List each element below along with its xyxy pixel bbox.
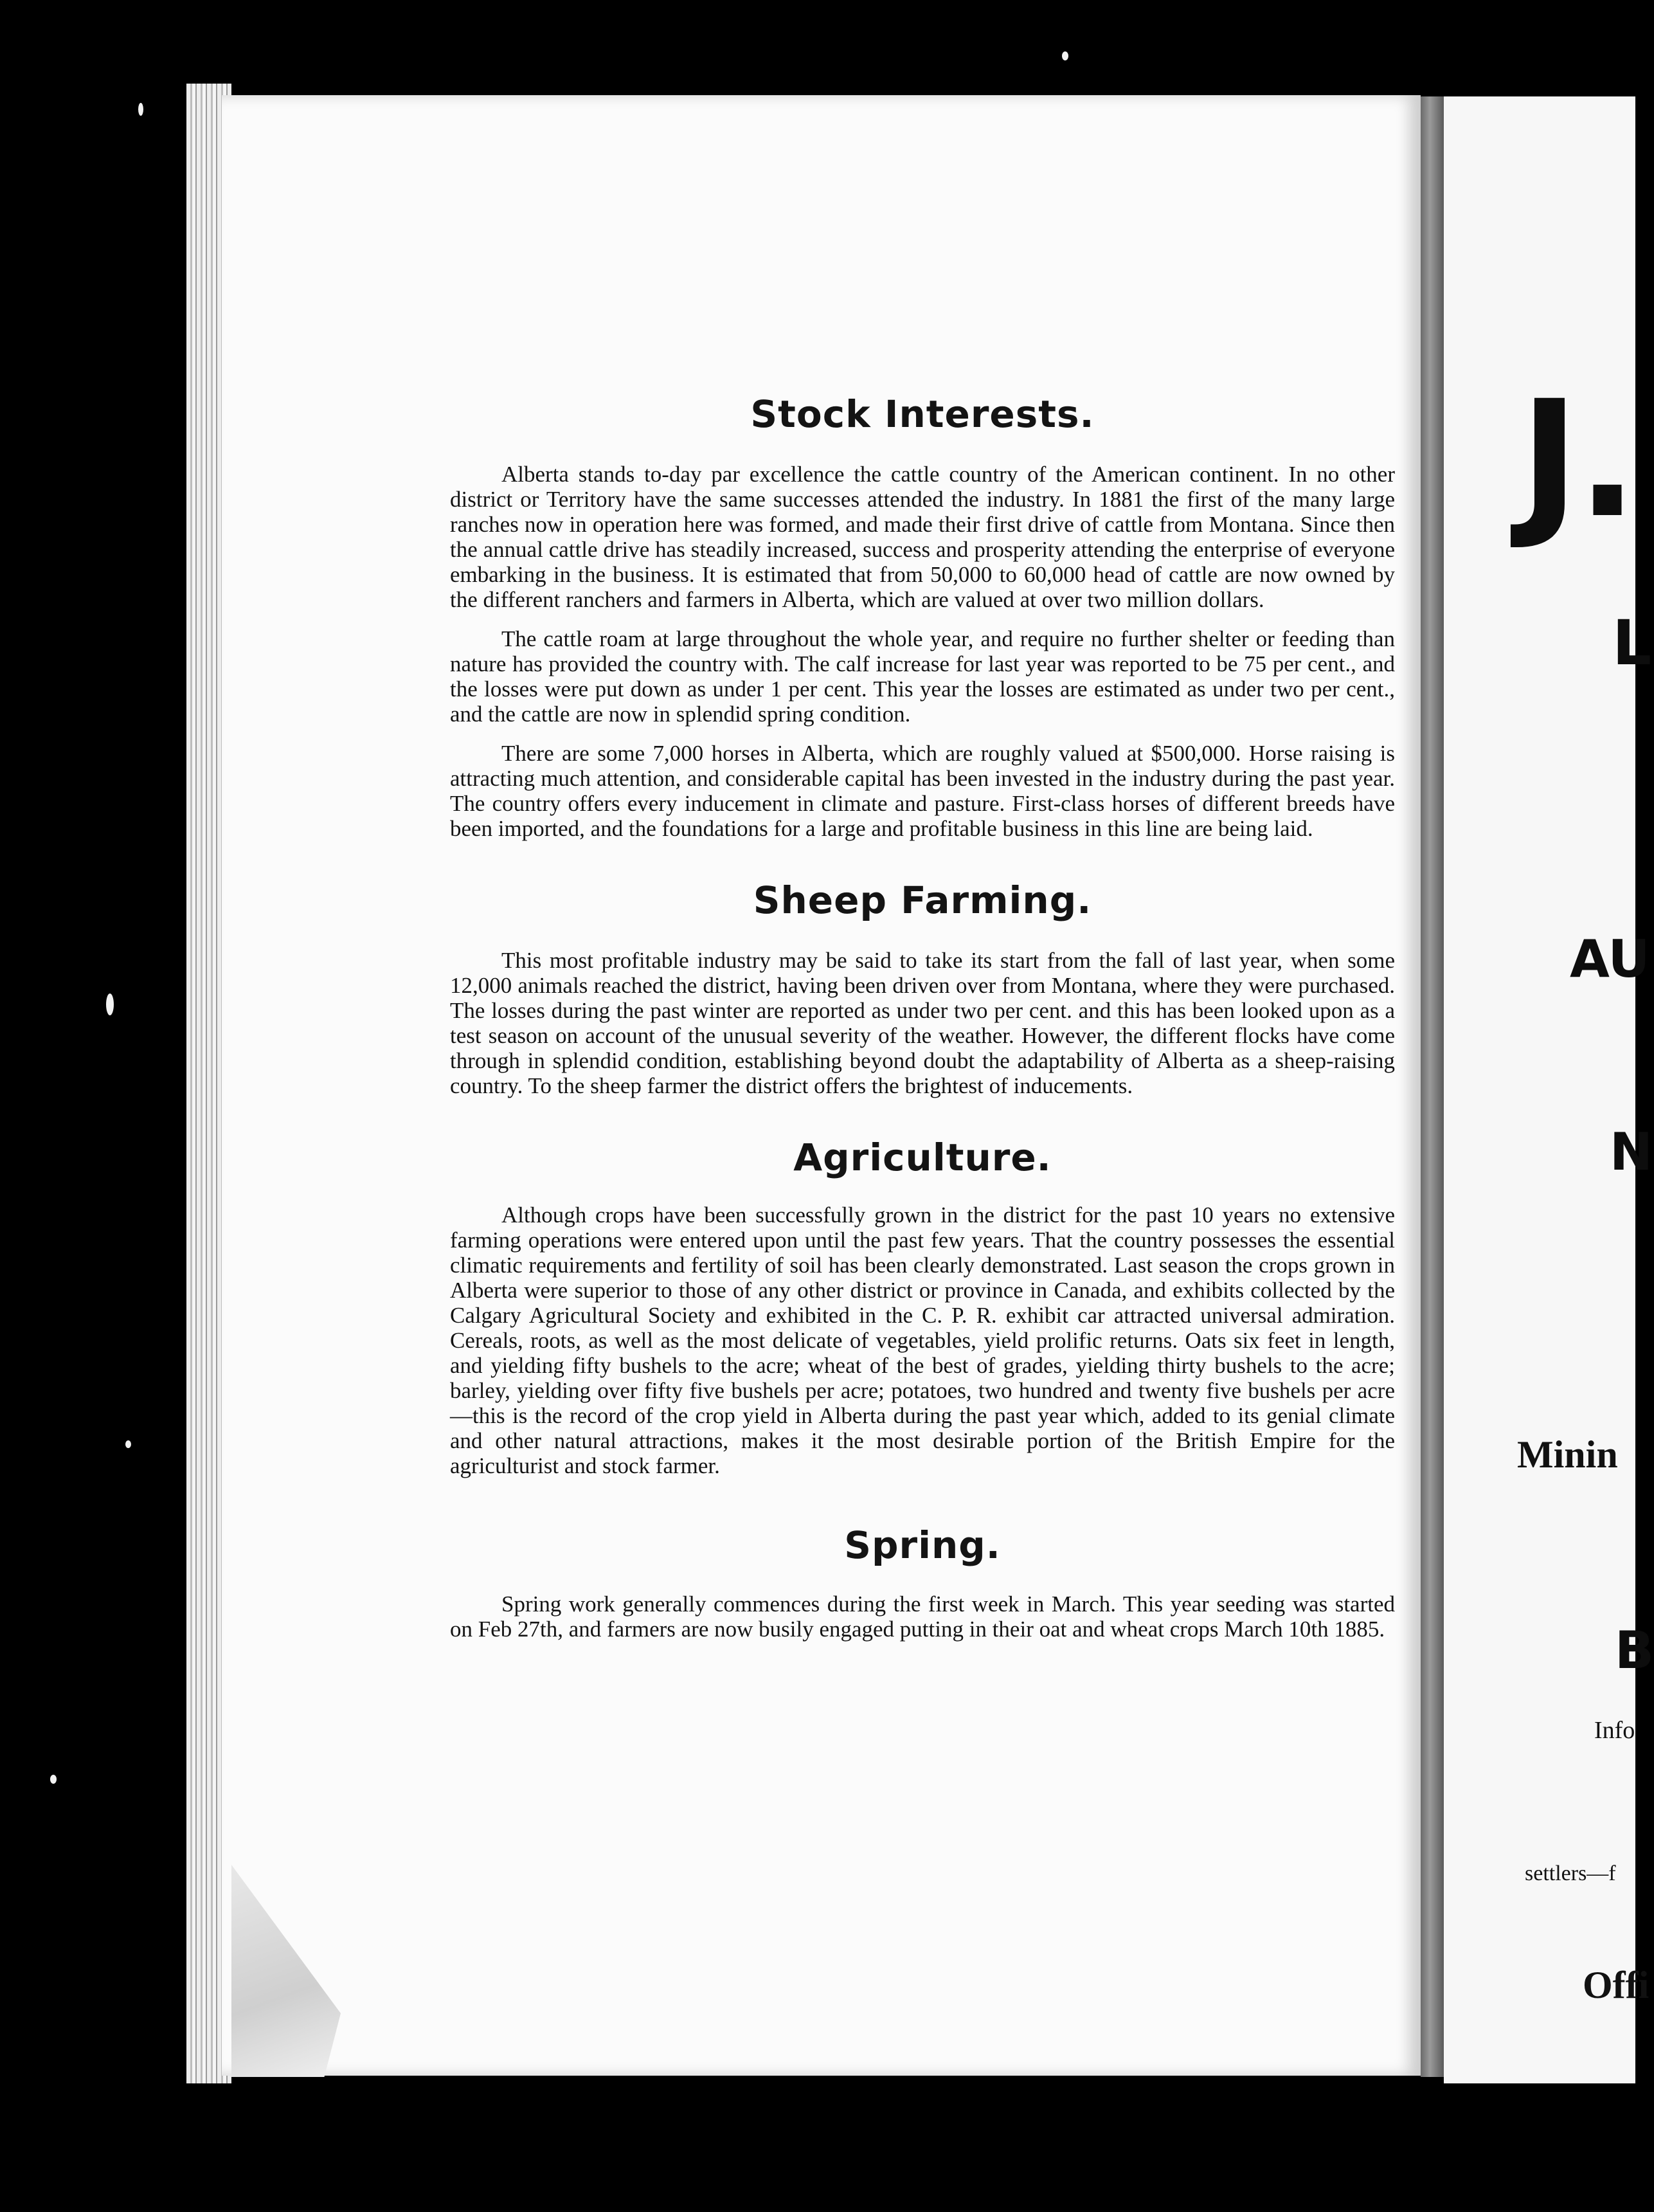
right-fragment-n: N: [1610, 1122, 1653, 1182]
section-title: Agriculture.: [793, 1136, 1052, 1179]
section-title: Sheep Farming.: [753, 878, 1092, 922]
dust-speck: [1062, 51, 1068, 60]
right-page: [1444, 96, 1654, 2083]
paragraph: Alberta stands to-day par excellence the cattle country of the American continent. In no other district or Territory have the same successes attended the industry. In 1881 the first of the many large ranches now in operation here was formed, and made their first drive of cattle from Montana. Since then the annual cattle drive has steadily increased, success and prosperity attending the enterprise of everyone embarking in the business. It is estimated that from 50,000 to 60,000 head of cattle are now owned by the different ranchers and farmers in Alberta, which are valued at over two million dollars.: [450, 462, 1395, 612]
right-fragment-au: AU: [1570, 929, 1650, 989]
section-spring: [450, 1523, 1395, 1642]
dust-speck: [125, 1440, 131, 1448]
right-fragment-info: Info: [1594, 1717, 1635, 1744]
paragraph: Although crops have been successfully grown in the district for the past 10 years no extensive farming operations were entered upon until the past few years. That the country possesses the essential climatic requirements and fertility of soil has been clearly demonstrated. Last season the crops grown in Alberta were superior to those of any other district or province in Canada, and exhibits collected by the Calgary Agricultural Society and exhibited in the C. P. R. exhibit car attracted universal admiration. Cereals, roots, as well as the most delicate of vegetables, yield prolific returns. Oats six feet in length, and yielding fifty bushels to the acre; wheat of the best of grades, yielding thirty bushels to the acre; barley, yielding over fifty five bushels per acre; potatoes, two hundred and twenty five bushels per acre—this is the record of the crop yield in Alberta during the past year which, added to its genial climate and other natural attractions, makes it the most desirable portion of the British Empire for the agriculturist and stock farmer.: [450, 1202, 1395, 1478]
section-sheep-farming: [450, 878, 1395, 1098]
section-agriculture: [450, 1136, 1395, 1478]
right-fragment-l: L: [1612, 607, 1652, 679]
right-fragment-j: J.: [1520, 366, 1635, 553]
section-stock-interests: [450, 392, 1395, 841]
section-title: Stock Interests.: [750, 392, 1095, 436]
right-fragment-mining: Minin: [1517, 1433, 1618, 1476]
dust-speck: [106, 993, 114, 1015]
section-title: Spring.: [844, 1523, 1001, 1567]
paragraph: The cattle roam at large throughout the whole year, and require no further shelter or feeding than nature has provided the country with. The calf increase for last year was reported to be 75 per cent., and the losses were put down as under 1 per cent. This year the losses are estimated as under two per cent., and the cattle are now in splendid spring condition.: [450, 626, 1395, 727]
right-fragment-b: B: [1615, 1620, 1654, 1680]
paragraph: This most profitable industry may be said to take its start from the fall of last year, when some 12,000 animals reached the district, having been driven over from Montana, where they were purchased. The losses during the past winter are reported as under two per cent. and this has been looked upon as a test season on account of the unusual severity of the weather. However, the different flocks have come through in splendid condition, establishing beyond doubt the adaptability of Alberta as a sheep-raising country. To the sheep farmer the district offers the brightest of inducements.: [450, 948, 1395, 1098]
book-gutter: [1421, 96, 1444, 2077]
right-fragment-settlers: settlers—f: [1525, 1862, 1616, 1885]
dust-speck: [50, 1775, 57, 1784]
dust-speck: [138, 103, 143, 116]
article-column: [450, 392, 1395, 1642]
right-fragment-offi: Offi: [1583, 1964, 1650, 2006]
paragraph: There are some 7,000 horses in Alberta, which are roughly valued at $500,000. Horse raising is attracting much attention, and considerable capital has been invested in the industry during the past year. The country offers every inducement in climate and pasture. First-class horses of different breeds have been imported, and the foundations for a large and profitable business in this line are being laid.: [450, 741, 1395, 841]
paragraph: Spring work generally commences during the first week in March. This year seeding was started on Feb 27th, and farmers are now busily engaged putting in their oat and wheat crops March 10th 1885.: [450, 1591, 1395, 1642]
